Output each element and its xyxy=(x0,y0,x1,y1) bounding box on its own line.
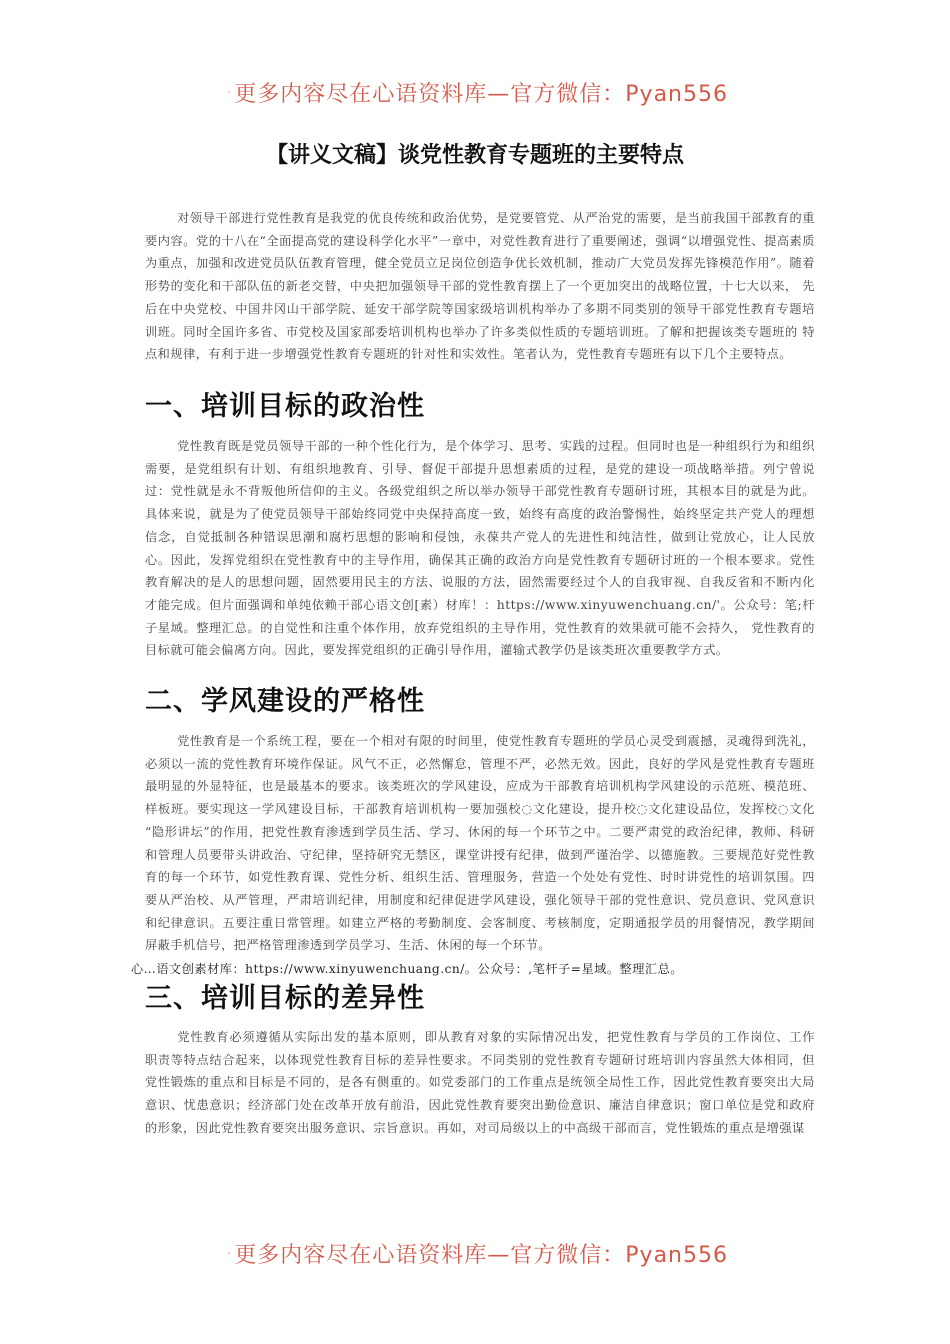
section-3-paragraph xyxy=(145,1026,815,1140)
source-note: 心…语文创素材库：https://www.xinyuwenchuang.cn/。公众号：,笔杆子=星域。整理汇总。 xyxy=(131,962,683,976)
banner-text: 更多内容尽在心语资料库—官方微信：Pyan556 xyxy=(234,1242,728,1268)
section-2-text: 党性教育是一个系统工程，要在一个相对有限的时间里，使党性教育专题班的学员心灵受到震撼，灵魂得到洗礼， 必须以一流的党性教育环境作保证。风气不正，必然懈怠，管理不严，必然无效。因此，良好的学风是党性教育专题班最明显的外显特征，也是最基本的要求。该类班次的学风建设，应成为干部教育培训机构学风建设的示范班、模范班、样板班。要实现这一学风建设目标，干部教育培训机构一要加强校◌文化建设，提升校◌文化建设品位，发挥校◌文化 “隐形讲坛”的作用，把党性教育渗透到学员生活、学习、休闲的每一个环节之中。二要严肃党的政治纪律，教师、科研 和管理人员要带头讲政治、守纪律，坚持研究无禁区，课堂讲授有纪律，做到严谨治学、以德施教。三要规范好党性教育的每一个环节，如党性教育课、党性分析、组织生活、管理服务，营造一个处处有党性、时时讲党性的培训氛围。四要从严治校、从严管理，严肃培训纪律，用制度和纪律促进学风建设，强化领导干部的党性意识、党员意识、党风意识和纪律意识。五要注重日常管理。如建立严格的考勤制度、会客制度、考核制度，定期通报学员的用餐情况，教学期间屏蔽手机信号，把严格管理渗透到学员学习、生活、休闲的每一个环节。 xyxy=(145,734,815,953)
document-title: 【讲义文稿】谈党性教育专题班的主要特点 xyxy=(265,143,684,168)
section-3-text: 党性教育必须遵循从实际出发的基本原则，即从教育对象的实际情况出发，把党性教育与学员的工作岗位、工作 职责等特点结合起来，以体现党性教育目标的差异性要求。不同类别的党性教育专题研讨班培训内容虽然大体相同，但 党性锻炼的重点和目标是不同的，是各有侧重的。如党委部门的工作重点是统领全局性工作，因此党性教育要突出大局 意识、忧患意识；经济部门处在改革开放有前沿，因此党性教育要突出勤俭意识、廉洁自律意识；窗口单位是党和政府 的形象，因此党性教育要突出服务意识、宗旨意识。再如，对司局级以上的中高级干部而言，党性锻炼的重点是增强谋 xyxy=(145,1030,815,1135)
pen-circle-logo-icon xyxy=(228,1234,230,1272)
section-2-paragraph xyxy=(145,730,815,957)
intro-text: 对领导干部进行党性教育是我党的优良传统和政治优势，是党要管党、从严治党的需要，是当前我国干部教育的重要内容。党的十八在“全面提高党的建设科学化水平”一章中，对党性教育进行了重要阐述，强调“以增强党性、提高素质为重点，加强和改进党员队伍教育管理，健全党员立足岗位创造争优长效机制，推动广大党员发挥先锋模范作用”。随着形势的变化和干部队伍的新老交替，中央把加强领导干部的党性教育摆上了一个更加突出的战略位置，十七大以来， 先后在中央党校、中国井冈山干部学院、延安干部学院等国家级培训机构举办了多期不同类别的领导干部党性教育专题培训班。同时全国许多省、市党校及国家部委培训机构也举办了许多类似性质的专题培训班。了解和把握该类专题班的 特点和规律，有利于进一步增强党性教育专题班的针对性和实效性。笔者认为，党性教育专题班有以下几个主要特点。 xyxy=(145,211,815,362)
header-banner xyxy=(228,70,728,114)
banner-text: 更多内容尽在心语资料库—官方微信：Pyan556 xyxy=(234,81,728,107)
section-1-heading: 一、培训目标的政治性 xyxy=(145,391,425,422)
section-2-heading: 二、学风建设的严格性 xyxy=(145,686,425,717)
intro-paragraph xyxy=(145,207,815,366)
footer-banner xyxy=(228,1231,728,1275)
section-1-paragraph xyxy=(145,435,815,662)
pen-circle-logo-icon xyxy=(228,73,230,111)
section-3-heading: 三、培训目标的差异性 xyxy=(145,983,425,1014)
section-1-text: 党性教育既是党员领导干部的一种个性化行为，是个体学习、思考、实践的过程。但同时也是一种组织行为和组织需要，是党组织有计划、有组织地教育、引导、督促干部提升思想素质的过程，是党的建设一项战略举措。列宁曾说过：党性就是永不背叛他所信仰的主义。各级党组织之所以举办领导干部党性教育专题研讨班，其根本目的就是为此。具体来说，就是为了使党员领导干部始终同党中央保持高度一致，始终有高度的政治警惕性，始终坚定共产党人的理想信念，自觉抵制各种错误思潮和腐朽思想的影响和侵蚀，永葆共产党人的先进性和纯洁性，做到让党放心，让人民放心。因此，发挥党组织在党性教育中的主导作用，确保其正确的政治方向是党性教育专题研讨班的一个根本要求。党性教育解决的是人的思想问题，固然要用民主的方法、说服的方法，固然需要经过个人的自我审视、自我反省和不断内化才能完成。但片面强调和单纯依赖干部心语文创[素）材库！：https://www.xinyuwenchuang.cn/'。公众号：笔;杆子星域。整理汇总。的自觉性和注重个体作用，放弃党组织的主导作用，党性教育的效果就可能不会持久， 党性教育的目标就可能会偏离方向。因此，要发挥党组织的正确引导作用，灌输式教学仍是该类班次重要教学方式。 xyxy=(145,439,815,658)
